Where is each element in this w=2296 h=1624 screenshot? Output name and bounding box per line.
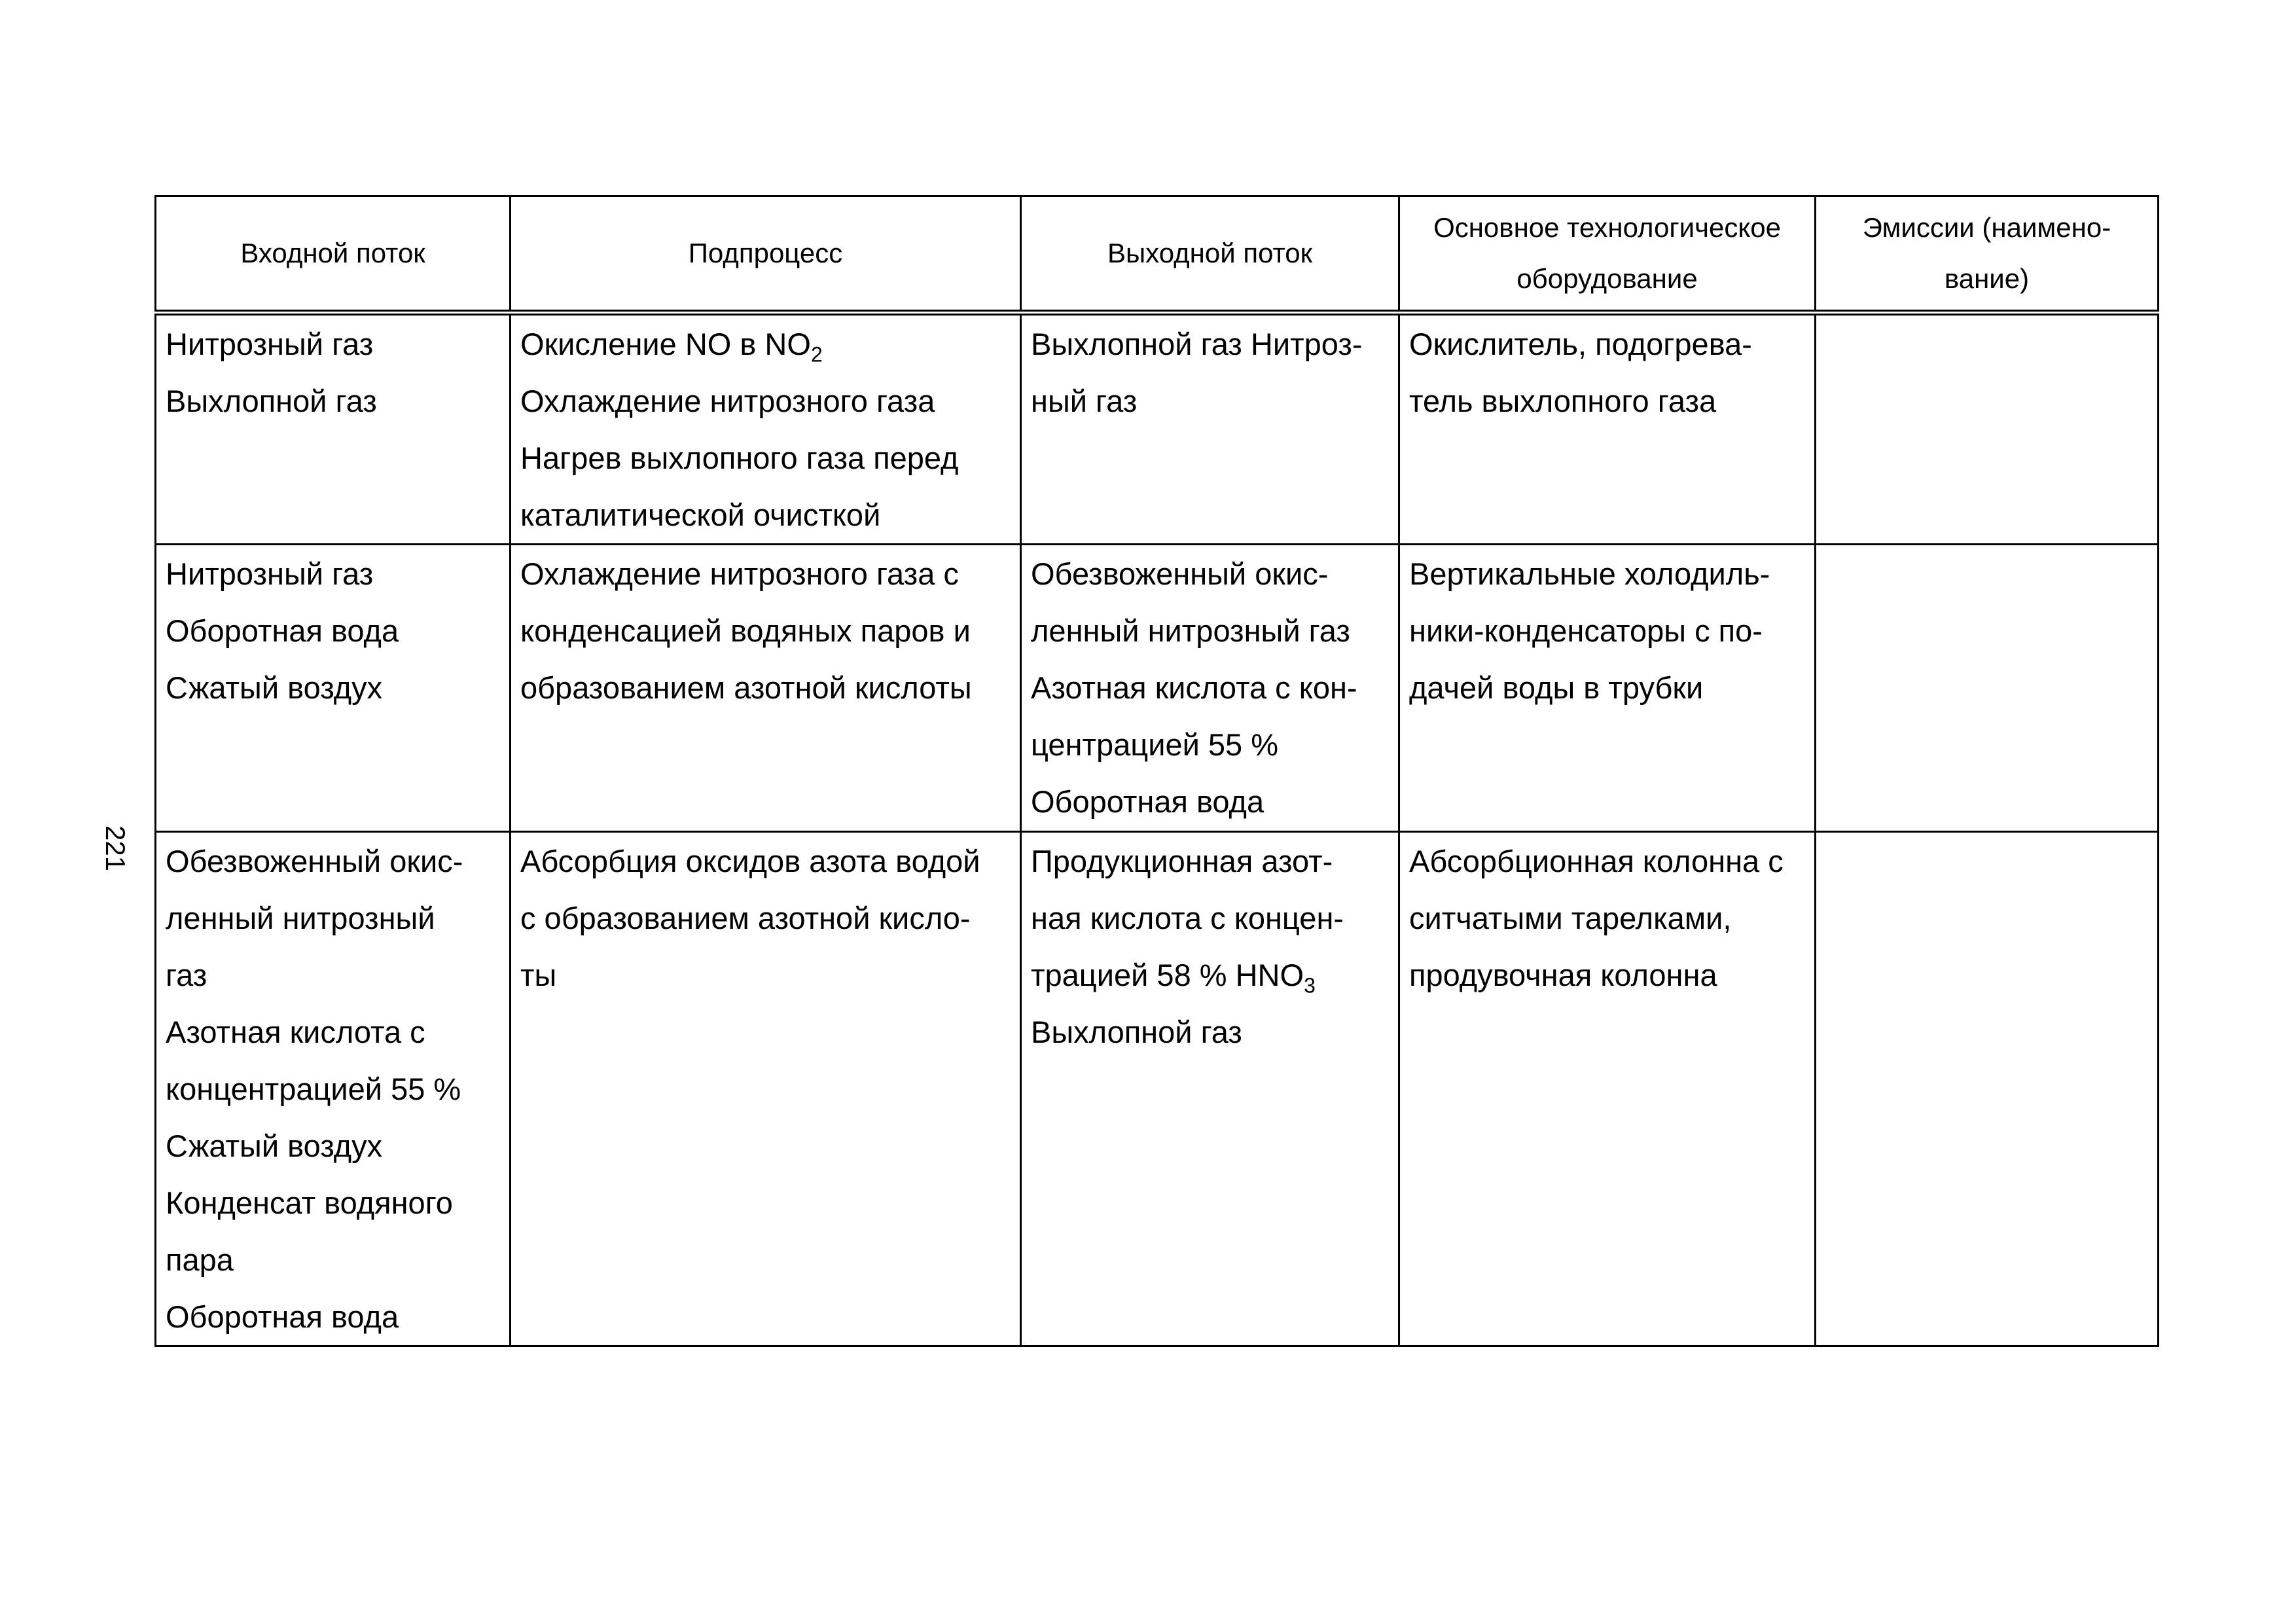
cell-output: Продукционная азот- ная кислота с концен- трацией 58 % $HNO_3$ Выхлопной газ bbox=[1021, 832, 1399, 1346]
cell-emissions bbox=[1816, 545, 2159, 832]
table-row bbox=[156, 545, 2159, 832]
cell-input: Обезвоженный окис- ленный нитрозный газ Азотная кислота с концентрацией 55 % Сжатый воздух Конденсат водяного пара Оборотная вода bbox=[156, 832, 511, 1346]
cell-input: Нитрозный газ Оборотная вода Сжатый воздух bbox=[156, 545, 511, 832]
formula-line: Окисление NO в $NO_2$ bbox=[520, 327, 823, 367]
cell-emissions bbox=[1816, 832, 2159, 1346]
table-row bbox=[156, 832, 2159, 1346]
cell-emissions bbox=[1816, 313, 2159, 545]
cell-input: Нитрозный газ Выхлопной газ bbox=[156, 313, 511, 545]
header-output-stream: Выходной поток bbox=[1021, 196, 1399, 313]
cell-subprocess: Окисление NO в $NO_2$ Охлаждение нитрозного газа Нагрев выхлопного газа перед каталитической очисткой bbox=[511, 313, 1021, 545]
cell-equipment: Абсорбционная колонна с ситчатыми тарелками, продувочная колонна bbox=[1399, 832, 1816, 1346]
table-header-row bbox=[156, 196, 2159, 313]
formula-line: трацией 58 % $HNO_3$ bbox=[1031, 958, 1316, 998]
header-equipment: Основное технологическое оборудование bbox=[1399, 196, 1816, 313]
header-input-stream: Входной поток bbox=[156, 196, 511, 313]
header-subprocess: Подпроцесс bbox=[511, 196, 1021, 313]
process-table bbox=[154, 195, 2159, 1347]
cell-output: Выхлопной газ Нитроз- ный газ bbox=[1021, 313, 1399, 545]
table-row bbox=[156, 313, 2159, 545]
page-number: 221 bbox=[100, 825, 131, 872]
cell-subprocess: Абсорбция оксидов азота водой с образованием азотной кисло- ты bbox=[511, 832, 1021, 1346]
cell-subprocess: Охлаждение нитрозного газа с конденсацией водяных паров и образованием азотной кислоты bbox=[511, 545, 1021, 832]
cell-equipment: Окислитель, подогрева- тель выхлопного газа bbox=[1399, 313, 1816, 545]
header-emissions: Эмиссии (наимено- вание) bbox=[1816, 196, 2159, 313]
cell-equipment: Вертикальные холодиль- ники-конденсаторы с по- дачей воды в трубки bbox=[1399, 545, 1816, 832]
cell-output: Обезвоженный окис- ленный нитрозный газ Азотная кислота с кон- центрацией 55 % Оборотная вода bbox=[1021, 545, 1399, 832]
